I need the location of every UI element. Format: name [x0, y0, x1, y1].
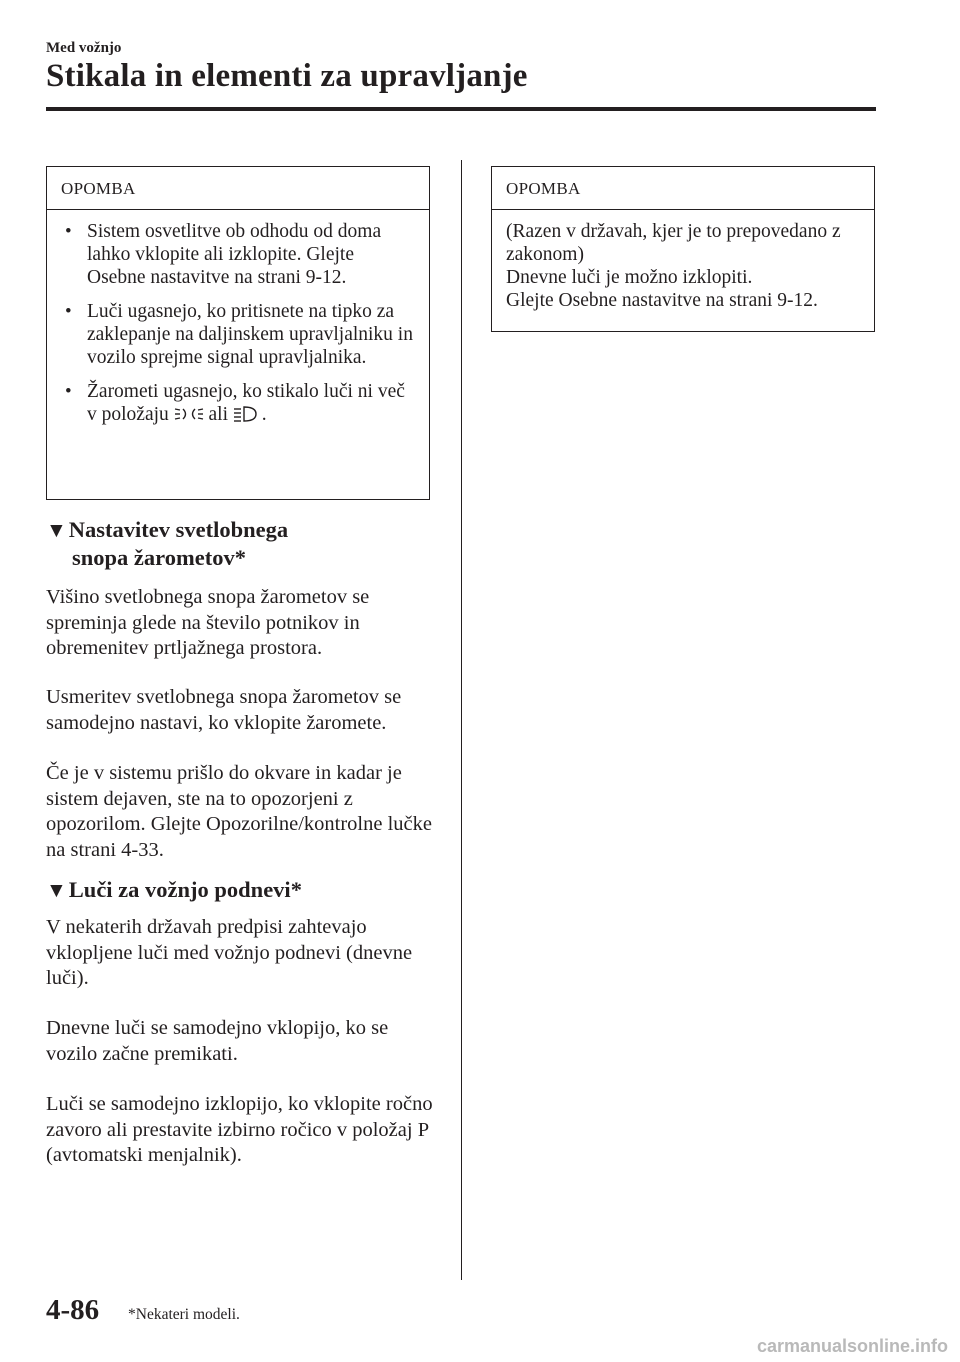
- headlights-icon: [233, 405, 257, 423]
- note-label: OPOMBA: [492, 167, 874, 210]
- bullet-marker: •: [65, 301, 72, 322]
- note-bullet: [61, 380, 415, 426]
- bullet-text: Sistem osvetlitve ob odhodu od doma lahko vklopite ali izklopite. Glejte Osebne nastavitve na strani 9-12.: [87, 221, 382, 288]
- note-box-right: [491, 166, 875, 332]
- note-line: Dnevne luči je možno izklopiti.: [506, 267, 753, 288]
- triangle-marker-icon: ▼: [46, 518, 67, 542]
- title-rule: [46, 107, 876, 111]
- paragraph: Če je v sistemu prišlo do okvare in kadar je sistem dejaven, ste na to opozorjeni z opozorilom. Glejte Opozorilne/kontrolne lučke na strani 4-33.: [46, 762, 432, 862]
- parking-lights-icon: [174, 405, 204, 423]
- paragraph: Luči se samodejno izklopijo, ko vklopite ročno zavoro ali prestavite izbirno ročico v položaj P (avtomatski menjalnik).: [46, 1093, 433, 1167]
- triangle-marker-icon: ▼: [46, 878, 67, 902]
- footnote: *Nekateri modeli.: [128, 1306, 240, 1323]
- note-line: Glejte Osebne nastavitve na strani 9-12.: [506, 290, 818, 311]
- note-line: (Razen v državah, kjer je to prepovedano z zakonom): [506, 221, 841, 265]
- section-heading-headlight-leveling: [46, 516, 288, 571]
- note-body: [492, 210, 874, 324]
- heading-line-2: snopa žarometov*: [72, 545, 246, 570]
- page-title: Stikala in elementi za upravljanje: [46, 58, 528, 94]
- bullet-text: Luči ugasnejo, ko pritisnete na tipko za zaklepanje na daljinskem upravljalniku in vozilo sprejme signal upravljalnika.: [87, 301, 413, 368]
- note-bullet: [61, 300, 415, 369]
- watermark: carmanualsonline.info: [756, 1336, 948, 1356]
- note-bullet: [61, 220, 415, 289]
- column-divider: [461, 160, 462, 1280]
- page-number: 4-86: [46, 1294, 100, 1326]
- note-label: OPOMBA: [47, 167, 429, 210]
- heading-line-1: Nastavitev svetlobnega: [68, 517, 289, 542]
- section-label: Med vožnjo: [46, 40, 122, 56]
- bullet-marker: •: [65, 381, 72, 402]
- bullet-text-ali: ali: [208, 404, 229, 425]
- note-box-left: [46, 166, 430, 500]
- paragraph: Dnevne luči se samodejno vklopijo, ko se vozilo začne premikati.: [46, 1017, 389, 1065]
- bullet-marker: •: [65, 221, 72, 242]
- note-body: [47, 210, 429, 438]
- heading-text: Luči za vožnjo podnevi*: [68, 877, 302, 902]
- section-heading-daytime-lights: [46, 876, 302, 904]
- paragraph: Višino svetlobnega snopa žarometov se spreminja glede na število potnikov in obremenitev prtljažnega prostora.: [46, 586, 370, 660]
- bullet-text: Žarometi ugasnejo, ko stikalo luči ni več v položaju: [87, 381, 405, 425]
- paragraph: Usmeritev svetlobnega snopa žarometov se samodejno nastavi, ko vklopite žaromete.: [46, 686, 402, 734]
- paragraph: V nekaterih državah predpisi zahtevajo vklopljene luči med vožnjo podnevi (dnevne luči).: [46, 916, 413, 990]
- bullet-text-end: .: [261, 404, 267, 425]
